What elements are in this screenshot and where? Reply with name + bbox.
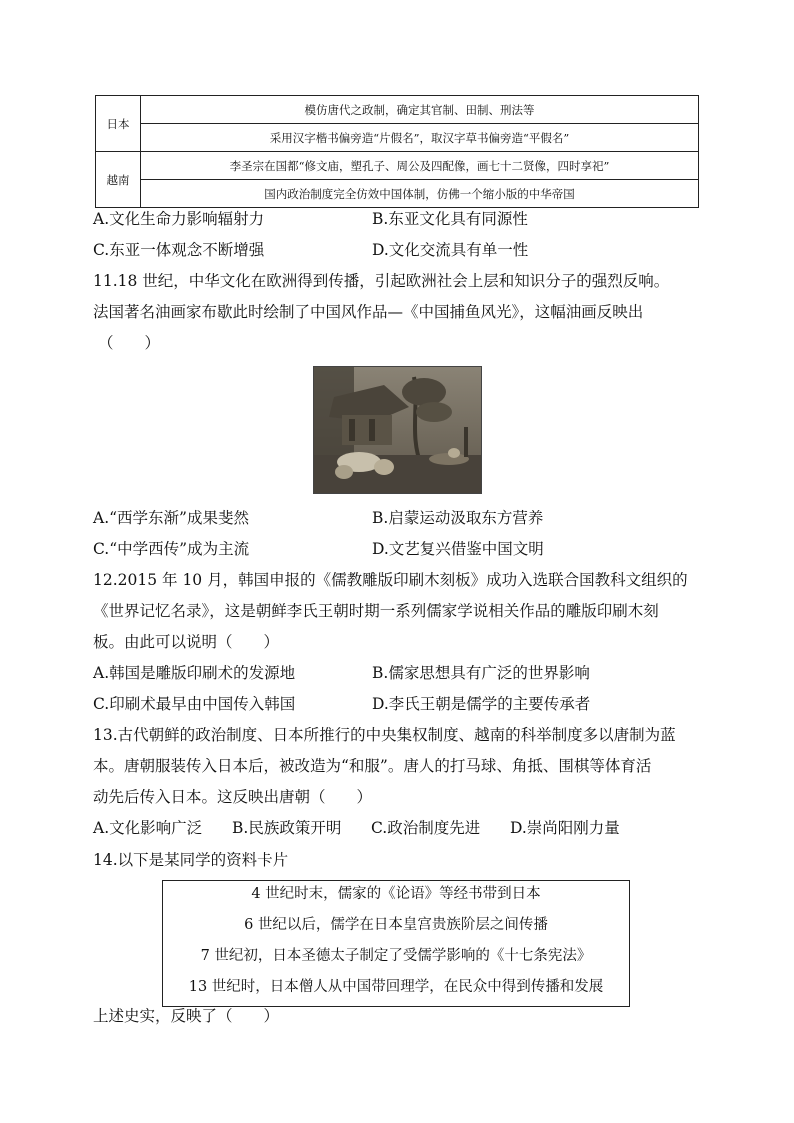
question-13-stem-line: 13.古代朝鲜的政治制度、日本所推行的中央集权制度、越南的科举制度多以唐制为蓝: [93, 726, 676, 744]
painting-image: [313, 366, 482, 494]
country-cell: 越南: [96, 152, 141, 208]
table-row: [96, 180, 699, 208]
question-13-stem-line: 动先后传入日本。这反映出唐朝（ ）: [93, 788, 373, 806]
comparison-table: [95, 95, 699, 208]
card-line: 13 世纪时，日本僧人从中国带回理学，在民众中得到传播和发展: [188, 979, 604, 995]
option-a: A.“西学东渐”成果斐然: [93, 509, 249, 527]
option-d: D.李氏王朝是儒学的主要传承者: [372, 695, 591, 713]
question-11-stem-line: 11.18 世纪，中华文化在欧洲得到传播，引起欧洲社会上层和知识分子的强烈反响。: [93, 272, 670, 290]
option-b: B.民族政策开明: [232, 819, 342, 837]
question-11-stem-line: 法国著名油画家布歇此时绘制了中国风作品—《中国捕鱼风光》，这幅油画反映出: [93, 303, 644, 321]
question-12-stem-line: 板。由此可以说明（ ）: [93, 633, 280, 651]
table-row: [96, 124, 699, 152]
option-c: C.印刷术最早由中国传入韩国: [93, 695, 296, 713]
table-row: [96, 152, 699, 180]
card-line: 6 世纪以后，儒学在日本皇宫贵族阶层之间传播: [244, 917, 548, 933]
card-line: 4 世纪时末，儒家的《论语》等经书带到日本: [251, 886, 541, 902]
table-row: [96, 96, 699, 124]
table-cell: 模仿唐代之政制，确定其官制、田制、刑法等: [141, 96, 699, 124]
question-14-tail: 上述史实，反映了（ ）: [93, 1007, 280, 1025]
option-c: C.东亚一体观念不断增强: [93, 241, 265, 259]
info-card: [162, 880, 630, 1007]
question-13-stem-line: 本。唐朝服装传入日本后，被改造为“和服”。唐人的打马球、角抵、围棋等体育活: [93, 757, 652, 775]
option-c: C.政治制度先进: [371, 819, 481, 837]
table-cell: 国内政治制度完全仿效中国体制，仿佛一个缩小版的中华帝国: [141, 180, 699, 208]
table-cell: 采用汉字楷书偏旁造“片假名”，取汉字草书偏旁造“平假名”: [141, 124, 699, 152]
option-b: B.启蒙运动汲取东方营养: [372, 509, 544, 527]
option-c: C.“中学西传”成为主流: [93, 540, 250, 558]
card-line: 7 世纪初，日本圣德太子制定了受儒学影响的《十七条宪法》: [200, 948, 592, 964]
question-11-answer-blank: （ ）: [98, 334, 161, 352]
question-14-stem: 14.以下是某同学的资料卡片: [93, 851, 289, 869]
option-b: B.东亚文化具有同源性: [372, 210, 528, 228]
question-12-stem-line: 《世界记忆名录》，这是朝鲜李氏王朝时期一系列儒家学说相关作品的雕版印刷木刻: [93, 602, 659, 620]
option-a: A.文化生命力影响辐射力: [93, 210, 265, 228]
option-d: D.文化交流具有单一性: [372, 241, 529, 259]
country-cell: 日本: [96, 96, 141, 152]
option-a: A.文化影响广泛: [93, 819, 203, 837]
option-d: D.文艺复兴借鉴中国文明: [372, 540, 544, 558]
table-cell: 李圣宗在国都“修文庙，塑孔子、周公及四配像，画七十二贤像，四时享祀”: [141, 152, 699, 180]
option-b: B.儒家思想具有广泛的世界影响: [372, 664, 590, 682]
question-12-stem-line: 12.2015 年 10 月，韩国申报的《儒教雕版印刷木刻板》成功入选联合国教科文组织的: [93, 571, 688, 589]
option-a: A.韩国是雕版印刷术的发源地: [93, 664, 296, 682]
option-d: D.崇尚阳刚力量: [510, 819, 620, 837]
